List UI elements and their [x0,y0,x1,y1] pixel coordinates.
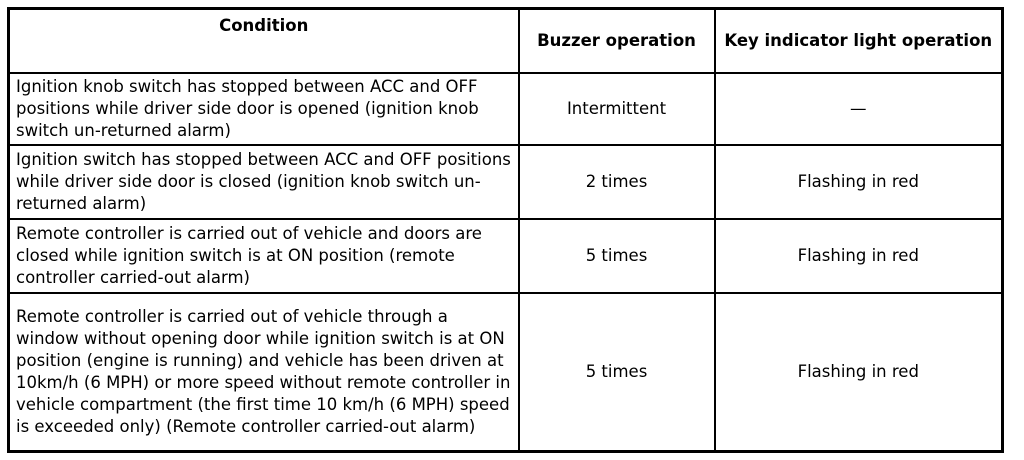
table-row [9,145,1003,219]
condition-cell: Remote controller is carried out of vehicle and doors are closed while ignition switch is at ON position (remote controller carried-out alarm) [9,219,519,293]
buzzer-cell: Intermittent [519,73,715,145]
table-row [9,73,1003,145]
key-light-cell: Flashing in red [715,145,1003,219]
buzzer-cell: 5 times [519,293,715,452]
key-light-cell: Flashing in red [715,219,1003,293]
condition-cell: Remote controller is carried out of vehicle through a window without opening door while ignition switch is at ON position (engine is running) and vehicle has been driven at 10km/h (6 MPH) or more speed without remote controller in vehicle compartment (the first time 10 km/h (6 MPH) speed is exceeded only) (Remote controller carried-out alarm) [9,293,519,452]
key-light-cell: Flashing in red [715,293,1003,452]
header-key-indicator-light-operation: Key indicator light operation [715,9,1003,74]
key-light-cell: — [715,73,1003,145]
buzzer-cell: 2 times [519,145,715,219]
table-row [9,293,1003,452]
buzzer-cell: 5 times [519,219,715,293]
condition-cell: Ignition switch has stopped between ACC and OFF positions while driver side door is closed (ignition knob switch un-returned alarm) [9,145,519,219]
alarm-conditions-table [7,7,1004,453]
table-header-row [9,9,1003,74]
condition-cell: Ignition knob switch has stopped between ACC and OFF positions while driver side door is opened (ignition knob switch un-returned alarm) [9,73,519,145]
header-buzzer-operation: Buzzer operation [519,9,715,74]
table-row [9,219,1003,293]
header-condition: Condition [9,9,519,74]
